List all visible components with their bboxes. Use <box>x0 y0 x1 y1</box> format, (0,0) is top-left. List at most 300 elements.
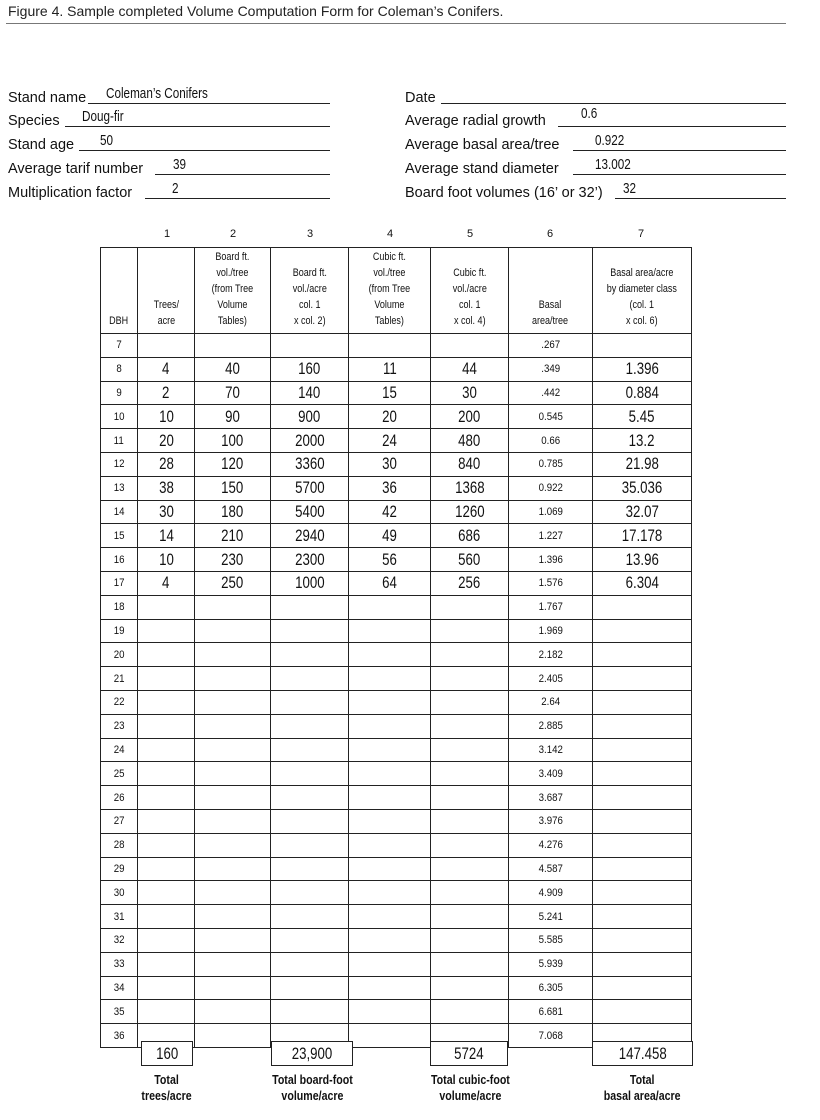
cell-dbh <box>101 714 138 738</box>
cell-trees-per-acre[interactable] <box>138 548 195 572</box>
total-basal-area-box[interactable]: 147.458 <box>592 1041 693 1066</box>
cell-basal-area-tree <box>509 857 593 881</box>
cell-trees-per-acre[interactable] <box>138 976 195 1000</box>
cell-value: 0.922 <box>538 482 563 495</box>
cell-trees-per-acre[interactable] <box>138 833 195 857</box>
cell-board-ft-vol-acre[interactable] <box>271 952 349 976</box>
cell-cubic-ft-vol-tree[interactable] <box>349 833 431 857</box>
average-tarif-number-field[interactable] <box>8 155 330 175</box>
cell-dbh <box>101 1024 138 1048</box>
cell-trees-per-acre[interactable] <box>138 881 195 905</box>
cell-basal-area-acre[interactable] <box>593 619 692 643</box>
cell-board-ft-vol-tree[interactable] <box>195 334 271 358</box>
cell-cubic-ft-vol-tree[interactable] <box>349 357 431 381</box>
cell-cubic-ft-vol-tree[interactable] <box>349 667 431 691</box>
multiplication-factor-value: 2 <box>172 180 179 197</box>
cell-dbh <box>101 595 138 619</box>
total-board-foot-box[interactable]: 23,900 <box>271 1041 353 1066</box>
cell-value: 2.405 <box>538 672 563 685</box>
cell-trees-per-acre[interactable] <box>138 1000 195 1024</box>
cell-dbh <box>101 500 138 524</box>
cell-board-ft-vol-acre[interactable] <box>271 714 349 738</box>
cell-cubic-ft-vol-acre[interactable] <box>431 809 509 833</box>
cell-dbh <box>101 690 138 714</box>
cell-trees-per-acre[interactable] <box>138 809 195 833</box>
cell-cubic-ft-vol-acre[interactable] <box>431 1000 509 1024</box>
cell-cubic-ft-vol-acre[interactable] <box>431 334 509 358</box>
cell-board-ft-vol-acre[interactable] <box>271 690 349 714</box>
cell-board-ft-vol-tree[interactable] <box>195 762 271 786</box>
cell-trees-per-acre[interactable] <box>138 571 195 595</box>
cell-board-ft-vol-tree[interactable] <box>195 714 271 738</box>
cell-cubic-ft-vol-tree[interactable] <box>349 334 431 358</box>
average-radial-growth-value: 0.6 <box>581 105 598 122</box>
cell-board-ft-vol-tree[interactable] <box>195 381 271 405</box>
cell-value: 7 <box>116 339 122 352</box>
cell-cubic-ft-vol-acre[interactable] <box>431 381 509 405</box>
cell-dbh <box>101 833 138 857</box>
cell-cubic-ft-vol-tree[interactable] <box>349 905 431 929</box>
cell-cubic-ft-vol-tree[interactable] <box>349 405 431 429</box>
cell-board-ft-vol-acre[interactable] <box>271 643 349 667</box>
table-row <box>101 334 692 358</box>
cell-board-ft-vol-tree[interactable] <box>195 1000 271 1024</box>
cell-value: 9 <box>116 386 122 399</box>
cell-board-ft-vol-tree[interactable] <box>195 1024 271 1048</box>
cell-cubic-ft-vol-tree[interactable] <box>349 1000 431 1024</box>
cell-dbh <box>101 619 138 643</box>
cell-value: 8 <box>116 363 122 376</box>
cell-value: 24 <box>113 743 125 756</box>
cell-board-ft-vol-tree[interactable] <box>195 690 271 714</box>
cell-value: 13 <box>113 482 125 495</box>
table-row <box>101 905 692 929</box>
cell-value: 35.036 <box>621 478 663 498</box>
species-value: Doug-fir <box>82 108 124 125</box>
cell-trees-per-acre[interactable] <box>138 357 195 381</box>
table-row <box>101 429 692 453</box>
species-label: Species <box>8 113 60 129</box>
stand-name-field[interactable] <box>8 84 330 104</box>
multiplication-factor-field[interactable] <box>8 179 330 199</box>
cell-cubic-ft-vol-acre[interactable] <box>431 976 509 1000</box>
cell-dbh <box>101 334 138 358</box>
cell-dbh <box>101 1000 138 1024</box>
cell-cubic-ft-vol-tree[interactable] <box>349 952 431 976</box>
cell-basal-area-acre[interactable] <box>593 381 692 405</box>
cell-board-ft-vol-tree[interactable] <box>195 595 271 619</box>
cell-cubic-ft-vol-tree[interactable] <box>349 381 431 405</box>
cell-cubic-ft-vol-acre[interactable] <box>431 714 509 738</box>
cell-board-ft-vol-tree[interactable] <box>195 952 271 976</box>
cell-trees-per-acre[interactable] <box>138 905 195 929</box>
cell-dbh <box>101 762 138 786</box>
cell-trees-per-acre[interactable] <box>138 452 195 476</box>
board-foot-volumes-field[interactable] <box>405 179 786 199</box>
table-row <box>101 1000 692 1024</box>
cell-value: 150 <box>221 478 244 498</box>
cell-value: .349 <box>541 363 560 376</box>
caption-rule <box>6 23 786 24</box>
average-basal-area-tree-value: 0.922 <box>595 132 625 149</box>
cell-basal-area-acre[interactable] <box>593 928 692 952</box>
cell-value: 180 <box>221 501 244 521</box>
cell-cubic-ft-vol-acre[interactable] <box>431 595 509 619</box>
cell-cubic-ft-vol-tree[interactable] <box>349 928 431 952</box>
cell-value: 4.276 <box>538 839 563 852</box>
cell-board-ft-vol-acre[interactable] <box>271 500 349 524</box>
cell-value: 256 <box>458 573 481 593</box>
cell-basal-area-acre[interactable] <box>593 690 692 714</box>
cell-value: 6.304 <box>625 573 659 593</box>
cell-trees-per-acre[interactable] <box>138 643 195 667</box>
cell-board-ft-vol-tree[interactable] <box>195 809 271 833</box>
table-row <box>101 405 692 429</box>
cell-trees-per-acre[interactable] <box>138 500 195 524</box>
cell-cubic-ft-vol-acre[interactable] <box>431 476 509 500</box>
stand-age-value: 50 <box>100 132 114 149</box>
cell-cubic-ft-vol-tree[interactable] <box>349 786 431 810</box>
cell-basal-area-acre[interactable] <box>593 571 692 595</box>
cell-trees-per-acre[interactable] <box>138 405 195 429</box>
cell-board-ft-vol-acre[interactable] <box>271 1000 349 1024</box>
cell-basal-area-acre[interactable] <box>593 976 692 1000</box>
cell-value: 2.64 <box>541 696 560 709</box>
cell-value: 11 <box>113 434 125 447</box>
cell-board-ft-vol-tree[interactable] <box>195 786 271 810</box>
cell-trees-per-acre[interactable] <box>138 381 195 405</box>
cell-cubic-ft-vol-acre[interactable] <box>431 928 509 952</box>
cell-trees-per-acre[interactable] <box>138 857 195 881</box>
cell-board-ft-vol-tree[interactable] <box>195 881 271 905</box>
cell-cubic-ft-vol-acre[interactable] <box>431 571 509 595</box>
cell-cubic-ft-vol-tree[interactable] <box>349 762 431 786</box>
total-cubic-foot-label: Total cubic-foot volume/acre <box>430 1073 510 1103</box>
cell-board-ft-vol-tree[interactable] <box>195 524 271 548</box>
cell-board-ft-vol-tree[interactable] <box>195 976 271 1000</box>
header-cubic-ft-vol-acre: Cubic ft. vol./acre col. 1 x col. 4) <box>431 248 509 334</box>
cell-value: 2 <box>162 382 170 402</box>
total-trees-box[interactable]: 160 <box>141 1041 193 1066</box>
table-body <box>101 334 692 1048</box>
cell-board-ft-vol-acre[interactable] <box>271 452 349 476</box>
cell-cubic-ft-vol-tree[interactable] <box>349 738 431 762</box>
cell-cubic-ft-vol-acre[interactable] <box>431 905 509 929</box>
cell-board-ft-vol-tree[interactable] <box>195 619 271 643</box>
cell-basal-area-tree <box>509 881 593 905</box>
board-foot-volumes-line <box>615 198 786 199</box>
cell-board-ft-vol-acre[interactable] <box>271 571 349 595</box>
cell-cubic-ft-vol-acre[interactable] <box>431 833 509 857</box>
cell-basal-area-tree <box>509 452 593 476</box>
table-row <box>101 357 692 381</box>
cell-cubic-ft-vol-acre[interactable] <box>431 881 509 905</box>
cell-board-ft-vol-acre[interactable] <box>271 928 349 952</box>
cell-board-ft-vol-tree[interactable] <box>195 738 271 762</box>
cell-board-ft-vol-tree[interactable] <box>195 928 271 952</box>
cell-board-ft-vol-acre[interactable] <box>271 857 349 881</box>
cell-basal-area-acre[interactable] <box>593 334 692 358</box>
cell-board-ft-vol-tree[interactable] <box>195 905 271 929</box>
cell-cubic-ft-vol-tree[interactable] <box>349 976 431 1000</box>
cell-basal-area-acre[interactable] <box>593 881 692 905</box>
cell-value: 20 <box>382 406 397 426</box>
cell-board-ft-vol-acre[interactable] <box>271 762 349 786</box>
column-number-7: 7 <box>637 228 645 240</box>
cell-basal-area-acre[interactable] <box>593 595 692 619</box>
cell-trees-per-acre[interactable] <box>138 595 195 619</box>
cell-basal-area-acre[interactable] <box>593 809 692 833</box>
cell-basal-area-acre[interactable] <box>593 833 692 857</box>
cell-cubic-ft-vol-tree[interactable] <box>349 571 431 595</box>
cell-board-ft-vol-tree[interactable] <box>195 833 271 857</box>
cell-trees-per-acre[interactable] <box>138 762 195 786</box>
average-stand-diameter-line <box>573 174 786 175</box>
cell-value: 13.2 <box>629 430 655 450</box>
cell-board-ft-vol-acre[interactable] <box>271 976 349 1000</box>
date-field[interactable] <box>405 84 786 104</box>
cell-board-ft-vol-tree[interactable] <box>195 667 271 691</box>
cell-basal-area-tree <box>509 1000 593 1024</box>
cell-value: 0.66 <box>541 434 560 447</box>
cell-basal-area-acre[interactable] <box>593 405 692 429</box>
cell-cubic-ft-vol-tree[interactable] <box>349 643 431 667</box>
cell-basal-area-acre[interactable] <box>593 857 692 881</box>
cell-value: 22 <box>113 696 125 709</box>
cell-trees-per-acre[interactable] <box>138 928 195 952</box>
cell-basal-area-acre[interactable] <box>593 667 692 691</box>
cell-value: 480 <box>458 430 481 450</box>
cell-value: 13.96 <box>625 549 659 569</box>
cell-basal-area-acre[interactable] <box>593 357 692 381</box>
cell-trees-per-acre[interactable] <box>138 334 195 358</box>
cell-cubic-ft-vol-tree[interactable] <box>349 476 431 500</box>
cell-trees-per-acre[interactable] <box>138 476 195 500</box>
header-trees-per-acre: Trees/ acre <box>138 248 195 334</box>
cell-basal-area-acre[interactable] <box>593 786 692 810</box>
stand-age-field[interactable] <box>8 131 330 151</box>
cell-value: 1.396 <box>625 359 659 379</box>
cell-basal-area-acre[interactable] <box>593 762 692 786</box>
cell-dbh <box>101 405 138 429</box>
header-row <box>101 248 692 334</box>
cell-value: 2300 <box>294 549 325 569</box>
table-row <box>101 571 692 595</box>
average-stand-diameter-field[interactable] <box>405 155 786 175</box>
average-radial-growth-field[interactable] <box>405 107 786 127</box>
cell-basal-area-acre[interactable] <box>593 429 692 453</box>
cell-dbh <box>101 905 138 929</box>
cell-value: 20 <box>113 648 125 661</box>
cell-value: 1.969 <box>538 624 563 637</box>
cell-value: 7.068 <box>538 1029 563 1042</box>
cell-basal-area-acre[interactable] <box>593 738 692 762</box>
cell-board-ft-vol-acre[interactable] <box>271 429 349 453</box>
cell-basal-area-tree <box>509 619 593 643</box>
cell-trees-per-acre[interactable] <box>138 690 195 714</box>
cell-value: 1000 <box>294 573 325 593</box>
average-basal-area-tree-field[interactable] <box>405 131 786 151</box>
cell-cubic-ft-vol-tree[interactable] <box>349 857 431 881</box>
cell-cubic-ft-vol-acre[interactable] <box>431 857 509 881</box>
cell-cubic-ft-vol-tree[interactable] <box>349 548 431 572</box>
cell-cubic-ft-vol-acre[interactable] <box>431 690 509 714</box>
cell-dbh <box>101 571 138 595</box>
cell-board-ft-vol-acre[interactable] <box>271 334 349 358</box>
average-tarif-number-label: Average tarif number <box>8 161 144 177</box>
cell-dbh <box>101 928 138 952</box>
cell-dbh <box>101 667 138 691</box>
cell-board-ft-vol-tree[interactable] <box>195 548 271 572</box>
cell-value: 3.409 <box>538 767 563 780</box>
cell-basal-area-acre[interactable] <box>593 905 692 929</box>
total-cubic-foot-box[interactable]: 5724 <box>430 1041 508 1066</box>
cell-cubic-ft-vol-acre[interactable] <box>431 524 509 548</box>
cell-board-ft-vol-tree[interactable] <box>195 357 271 381</box>
cell-cubic-ft-vol-acre[interactable] <box>431 952 509 976</box>
cell-cubic-ft-vol-acre[interactable] <box>431 619 509 643</box>
cell-cubic-ft-vol-tree[interactable] <box>349 524 431 548</box>
table-row <box>101 476 692 500</box>
total-basal-area-label: Total basal area/acre <box>603 1073 681 1103</box>
cell-board-ft-vol-tree[interactable] <box>195 571 271 595</box>
cell-board-ft-vol-acre[interactable] <box>271 619 349 643</box>
cell-cubic-ft-vol-acre[interactable] <box>431 548 509 572</box>
cell-basal-area-tree <box>509 690 593 714</box>
cell-value: 24 <box>382 430 397 450</box>
cell-cubic-ft-vol-tree[interactable] <box>349 809 431 833</box>
cell-basal-area-acre[interactable] <box>593 548 692 572</box>
cell-board-ft-vol-tree[interactable] <box>195 476 271 500</box>
cell-board-ft-vol-tree[interactable] <box>195 452 271 476</box>
cell-board-ft-vol-tree[interactable] <box>195 643 271 667</box>
cell-trees-per-acre[interactable] <box>138 429 195 453</box>
cell-board-ft-vol-acre[interactable] <box>271 357 349 381</box>
cell-trees-per-acre[interactable] <box>138 738 195 762</box>
cell-basal-area-acre[interactable] <box>593 1000 692 1024</box>
cell-cubic-ft-vol-tree[interactable] <box>349 452 431 476</box>
stand-name-label: Stand name <box>8 90 87 106</box>
cell-value: 4 <box>162 573 170 593</box>
cell-board-ft-vol-acre[interactable] <box>271 809 349 833</box>
cell-board-ft-vol-acre[interactable] <box>271 524 349 548</box>
cell-board-ft-vol-acre[interactable] <box>271 548 349 572</box>
cell-cubic-ft-vol-tree[interactable] <box>349 690 431 714</box>
multiplication-factor-line <box>145 198 330 199</box>
cell-value: 200 <box>458 406 481 426</box>
cell-value: 100 <box>221 430 244 450</box>
cell-cubic-ft-vol-acre[interactable] <box>431 786 509 810</box>
cell-board-ft-vol-tree[interactable] <box>195 405 271 429</box>
table-row <box>101 738 692 762</box>
cell-trees-per-acre[interactable] <box>138 786 195 810</box>
table-row <box>101 643 692 667</box>
cell-cubic-ft-vol-acre[interactable] <box>431 429 509 453</box>
cell-basal-area-acre[interactable] <box>593 714 692 738</box>
cell-board-ft-vol-tree[interactable] <box>195 857 271 881</box>
cell-basal-area-tree <box>509 928 593 952</box>
figure-caption: Figure 4. Sample completed Volume Computation Form for Coleman’s Conifers. <box>8 3 504 19</box>
cell-trees-per-acre[interactable] <box>138 619 195 643</box>
cell-board-ft-vol-acre[interactable] <box>271 905 349 929</box>
table-row <box>101 452 692 476</box>
cell-dbh <box>101 548 138 572</box>
cell-basal-area-tree <box>509 548 593 572</box>
table-row <box>101 595 692 619</box>
cell-basal-area-acre[interactable] <box>593 452 692 476</box>
cell-cubic-ft-vol-acre[interactable] <box>431 357 509 381</box>
cell-basal-area-acre[interactable] <box>593 952 692 976</box>
cell-cubic-ft-vol-acre[interactable] <box>431 405 509 429</box>
cell-board-ft-vol-acre[interactable] <box>271 833 349 857</box>
cell-cubic-ft-vol-acre[interactable] <box>431 452 509 476</box>
cell-basal-area-tree <box>509 905 593 929</box>
cell-trees-per-acre[interactable] <box>138 524 195 548</box>
cell-cubic-ft-vol-acre[interactable] <box>431 762 509 786</box>
species-field[interactable] <box>8 107 330 127</box>
cell-board-ft-vol-acre[interactable] <box>271 667 349 691</box>
cell-basal-area-acre[interactable] <box>593 500 692 524</box>
cell-board-ft-vol-acre[interactable] <box>271 738 349 762</box>
cell-board-ft-vol-tree[interactable] <box>195 500 271 524</box>
cell-board-ft-vol-tree[interactable] <box>195 429 271 453</box>
cell-basal-area-tree <box>509 357 593 381</box>
cell-value: 6.305 <box>538 981 563 994</box>
cell-value: 900 <box>298 406 321 426</box>
table-row <box>101 833 692 857</box>
cell-basal-area-acre[interactable] <box>593 476 692 500</box>
cell-value: 11 <box>382 359 397 379</box>
average-tarif-number-value: 39 <box>173 156 187 173</box>
cell-board-ft-vol-acre[interactable] <box>271 381 349 405</box>
cell-value: .442 <box>541 386 560 399</box>
cell-dbh <box>101 452 138 476</box>
cell-cubic-ft-vol-acre[interactable] <box>431 738 509 762</box>
cell-trees-per-acre[interactable] <box>138 667 195 691</box>
cell-trees-per-acre[interactable] <box>138 714 195 738</box>
cell-cubic-ft-vol-tree[interactable] <box>349 500 431 524</box>
cell-board-ft-vol-acre[interactable] <box>271 405 349 429</box>
cell-cubic-ft-vol-tree[interactable] <box>349 1024 431 1048</box>
cell-cubic-ft-vol-tree[interactable] <box>349 881 431 905</box>
average-basal-area-tree-label: Average basal area/tree <box>405 137 560 153</box>
cell-board-ft-vol-acre[interactable] <box>271 881 349 905</box>
cell-trees-per-acre[interactable] <box>138 952 195 976</box>
table-row <box>101 928 692 952</box>
cell-cubic-ft-vol-tree[interactable] <box>349 714 431 738</box>
cell-cubic-ft-vol-tree[interactable] <box>349 619 431 643</box>
cell-board-ft-vol-acre[interactable] <box>271 786 349 810</box>
cell-value: 2000 <box>294 430 325 450</box>
cell-value: 1.227 <box>538 529 563 542</box>
cell-value: 840 <box>458 454 481 474</box>
cell-board-ft-vol-acre[interactable] <box>271 476 349 500</box>
cell-cubic-ft-vol-tree[interactable] <box>349 429 431 453</box>
cell-dbh <box>101 881 138 905</box>
cell-value: 36 <box>113 1029 125 1042</box>
cell-basal-area-acre[interactable] <box>593 524 692 548</box>
cell-cubic-ft-vol-acre[interactable] <box>431 500 509 524</box>
table-row <box>101 952 692 976</box>
cell-cubic-ft-vol-tree[interactable] <box>349 595 431 619</box>
header-basal-area-acre: Basal area/acre by diameter class (col. 1 x col. 6) <box>593 248 692 334</box>
cell-board-ft-vol-acre[interactable] <box>271 595 349 619</box>
cell-cubic-ft-vol-acre[interactable] <box>431 643 509 667</box>
cell-basal-area-tree <box>509 334 593 358</box>
cell-value: 250 <box>221 573 244 593</box>
cell-basal-area-acre[interactable] <box>593 643 692 667</box>
cell-cubic-ft-vol-acre[interactable] <box>431 667 509 691</box>
